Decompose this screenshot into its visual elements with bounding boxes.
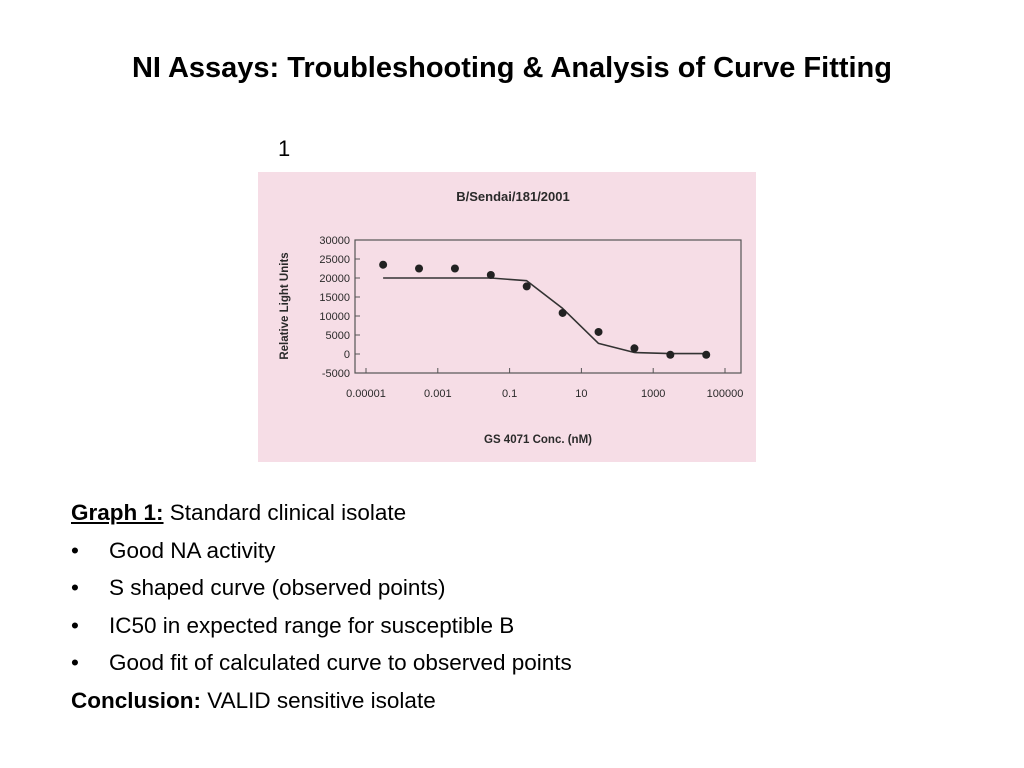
y-tick-label: 30000 (319, 235, 350, 247)
x-tick-label: 10 (575, 388, 588, 400)
y-tick-label: 20000 (319, 273, 350, 285)
observed-data-point (379, 261, 387, 269)
observed-data-point (666, 351, 674, 359)
x-tick-label: 0.00001 (346, 388, 386, 400)
x-tick-label: 0.1 (501, 388, 518, 400)
bullet-item (71, 532, 572, 570)
calculated-curve-line (383, 278, 706, 354)
y-tick-label: 0 (343, 349, 350, 361)
chart-panel (258, 172, 756, 462)
x-tick-label: 1000 (640, 388, 666, 400)
conclusion (71, 682, 572, 720)
y-axis-label: Relative Light Units (279, 252, 291, 360)
observed-data-point (487, 271, 495, 279)
bullet-marker: • (71, 650, 79, 676)
y-tick-label: 15000 (319, 292, 350, 304)
observed-data-point (559, 309, 567, 317)
conclusion-label: Conclusion: (71, 687, 201, 713)
notes-block (71, 494, 572, 720)
bullet-text: Good NA activity (109, 537, 276, 563)
observed-data-point (523, 282, 531, 290)
graph-caption (71, 494, 572, 532)
y-tick-label: 10000 (319, 311, 350, 323)
y-tick-label: 25000 (319, 254, 350, 266)
observed-data-point (415, 265, 423, 273)
bullet-text: S shaped curve (observed points) (109, 575, 446, 601)
observed-data-point (451, 265, 459, 273)
bullet-text: Good fit of calculated curve to observed points (109, 650, 572, 676)
bullet-item (71, 644, 572, 682)
y-tick-label: 5000 (325, 330, 350, 342)
observed-data-point (630, 344, 638, 352)
x-tick-label: 0.001 (424, 388, 452, 400)
graph-label: Graph 1: (71, 500, 164, 525)
bullet-item (71, 569, 572, 607)
bullet-marker: • (71, 612, 79, 638)
x-axis-label: GS 4071 Conc. (nM) (484, 434, 592, 446)
bullet-marker: • (71, 575, 79, 601)
bullet-item (71, 607, 572, 645)
y-tick-label: -5000 (321, 368, 350, 380)
chart-title: B/Sendai/181/2001 (456, 189, 570, 204)
conclusion-text: VALID sensitive isolate (207, 687, 436, 713)
observed-data-point (595, 328, 603, 336)
graph-description: Standard clinical isolate (169, 500, 407, 525)
bullet-text: IC50 in expected range for susceptible B (109, 612, 515, 638)
dose-response-chart (258, 172, 756, 462)
observed-data-point (702, 351, 710, 359)
x-tick-label: 100000 (706, 388, 744, 400)
graph-number: 1 (278, 136, 291, 161)
slide-title: NI Assays: Troubleshooting & Analysis of Curve Fitting (131, 52, 892, 84)
bullet-marker: • (71, 537, 79, 563)
